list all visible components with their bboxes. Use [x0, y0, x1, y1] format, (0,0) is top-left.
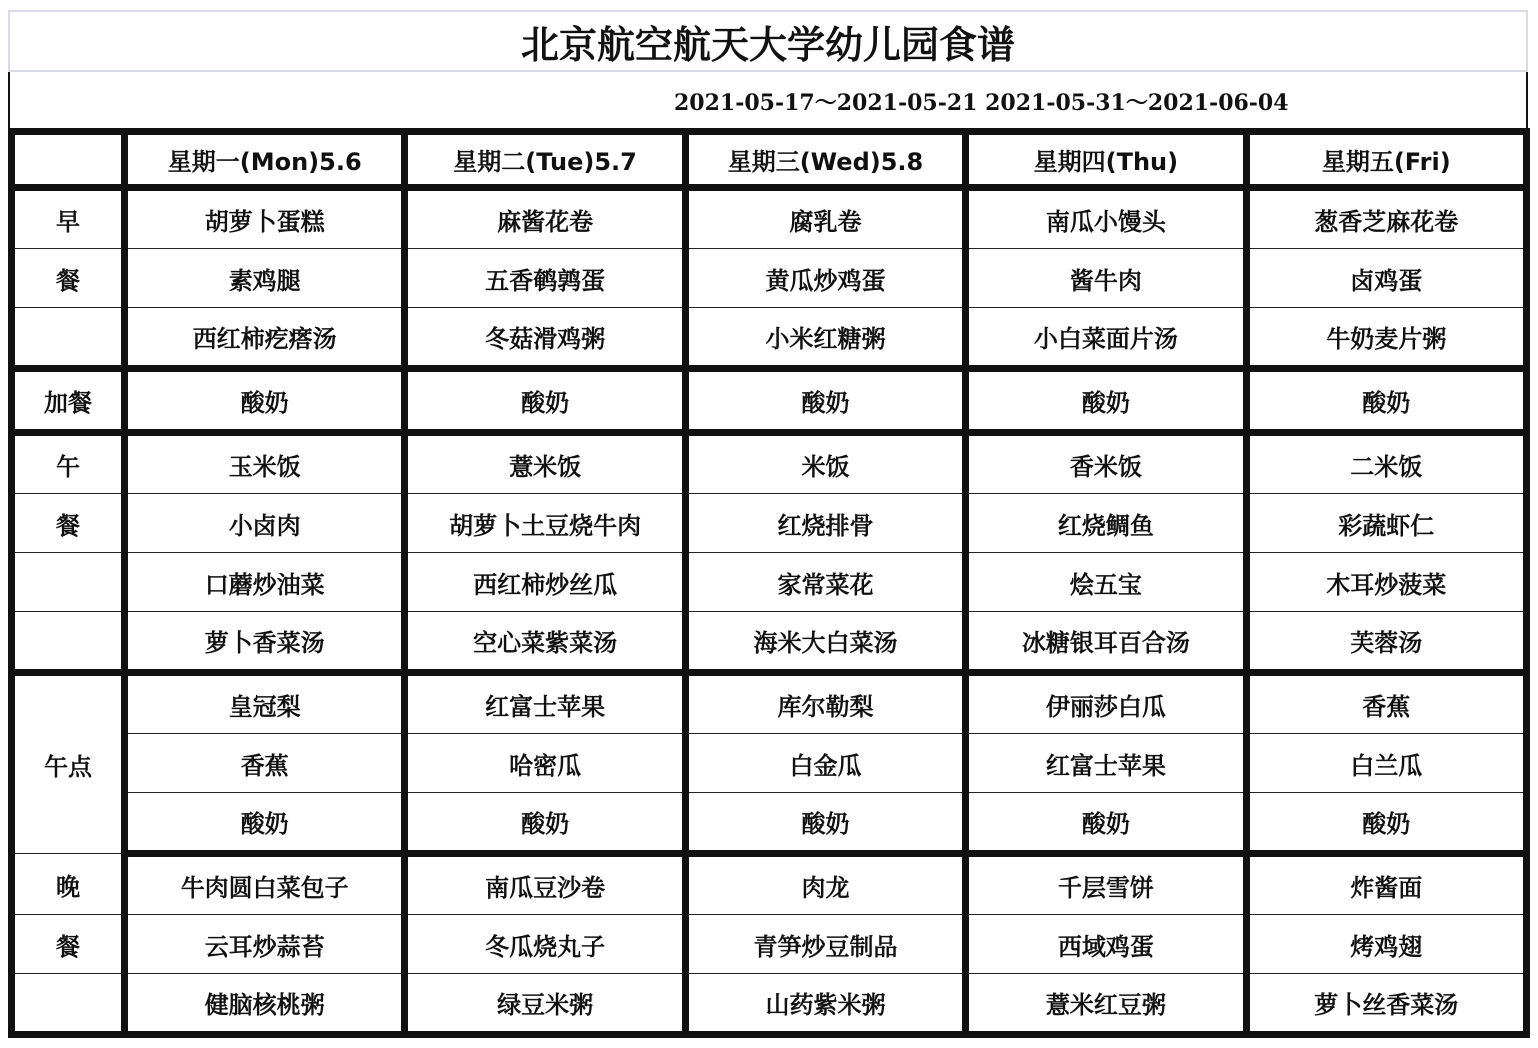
day-header: 星期四(Thu) — [966, 132, 1246, 188]
afternoon-row — [12, 793, 1527, 854]
menu-cell: 红富士苹果 — [966, 734, 1246, 793]
menu-cell: 空心菜紫菜汤 — [405, 612, 685, 673]
day-header: 星期二(Tue)5.7 — [405, 132, 685, 188]
meal-label: 午点 — [12, 673, 125, 854]
menu-cell: 牛肉圆白菜包子 — [125, 854, 405, 915]
menu-cell: 二米饭 — [1246, 433, 1526, 494]
menu-cell: 冰糖银耳百合汤 — [966, 612, 1246, 673]
menu-cell: 烤鸡翅 — [1246, 915, 1526, 974]
menu-cell: 香米饭 — [966, 433, 1246, 494]
day-header: 星期五(Fri) — [1246, 132, 1526, 188]
dinner-row — [12, 854, 1527, 915]
menu-cell: 酸奶 — [966, 369, 1246, 433]
menu-cell: 炸酱面 — [1246, 854, 1526, 915]
afternoon-row — [12, 734, 1527, 793]
menu-cell: 胡萝卜土豆烧牛肉 — [405, 494, 685, 553]
menu-cell: 西红柿炒丝瓜 — [405, 553, 685, 612]
menu-cell: 牛奶麦片粥 — [1246, 308, 1526, 369]
day-header: 星期三(Wed)5.8 — [685, 132, 965, 188]
menu-cell: 健脑核桃粥 — [125, 974, 405, 1035]
menu-cell: 千层雪饼 — [966, 854, 1246, 915]
menu-cell: 口蘑炒油菜 — [125, 553, 405, 612]
menu-cell: 五香鹌鹑蛋 — [405, 249, 685, 308]
menu-cell: 山药紫米粥 — [685, 974, 965, 1035]
menu-cell: 薏米红豆粥 — [966, 974, 1246, 1035]
menu-cell: 萝卜香菜汤 — [125, 612, 405, 673]
menu-cell: 酸奶 — [125, 793, 405, 854]
menu-cell: 西域鸡蛋 — [966, 915, 1246, 974]
menu-cell: 云耳炒蒜苔 — [125, 915, 405, 974]
menu-cell: 海米大白菜汤 — [685, 612, 965, 673]
menu-cell: 青笋炒豆制品 — [685, 915, 965, 974]
lunch-row — [12, 433, 1527, 494]
menu-cell: 素鸡腿 — [125, 249, 405, 308]
menu-cell: 芙蓉汤 — [1246, 612, 1526, 673]
menu-cell: 哈密瓜 — [405, 734, 685, 793]
page-title: 北京航空航天大学幼儿园食谱 — [520, 21, 1015, 67]
menu-cell: 家常菜花 — [685, 553, 965, 612]
menu-cell: 红烧排骨 — [685, 494, 965, 553]
menu-cell: 酸奶 — [966, 793, 1246, 854]
menu-cell: 腐乳卷 — [685, 188, 965, 249]
date-range-box — [8, 72, 1528, 128]
menu-cell: 酸奶 — [125, 369, 405, 433]
breakfast-row — [12, 249, 1527, 308]
menu-cell: 红烧鲷鱼 — [966, 494, 1246, 553]
menu-cell: 香蕉 — [1246, 673, 1526, 734]
menu-cell: 木耳炒菠菜 — [1246, 553, 1526, 612]
meal-label — [12, 553, 125, 612]
breakfast-row — [12, 188, 1527, 249]
menu-title-box — [8, 10, 1528, 72]
menu-cell: 伊丽莎白瓜 — [966, 673, 1246, 734]
meal-label — [12, 612, 125, 673]
menu-cell: 酸奶 — [405, 793, 685, 854]
meal-label: 加餐 — [12, 369, 125, 433]
menu-cell: 西红柿疙瘩汤 — [125, 308, 405, 369]
menu-cell: 红富士苹果 — [405, 673, 685, 734]
dinner-row — [12, 915, 1527, 974]
menu-cell: 米饭 — [685, 433, 965, 494]
menu-cell: 彩蔬虾仁 — [1246, 494, 1526, 553]
menu-cell: 香蕉 — [125, 734, 405, 793]
menu-table — [8, 128, 1530, 1038]
menu-cell: 南瓜小馒头 — [966, 188, 1246, 249]
meal-label: 餐 — [12, 494, 125, 553]
meal-label: 午 — [12, 433, 125, 494]
date-range: 2021-05-17～2021-05-21 2021-05-31～2021-06-04 — [674, 90, 1289, 116]
menu-cell: 冬菇滑鸡粥 — [405, 308, 685, 369]
menu-cell: 小卤肉 — [125, 494, 405, 553]
menu-cell: 酸奶 — [1246, 369, 1526, 433]
corner-cell — [12, 132, 125, 188]
menu-cell: 萝卜丝香菜汤 — [1246, 974, 1526, 1035]
menu-cell: 麻酱花卷 — [405, 188, 685, 249]
menu-cell: 胡萝卜蛋糕 — [125, 188, 405, 249]
menu-cell: 葱香芝麻花卷 — [1246, 188, 1526, 249]
lunch-row — [12, 612, 1527, 673]
afternoon-row — [12, 673, 1527, 734]
lunch-row — [12, 553, 1527, 612]
meal-label: 餐 — [12, 249, 125, 308]
menu-cell: 冬瓜烧丸子 — [405, 915, 685, 974]
menu-cell: 酸奶 — [405, 369, 685, 433]
menu-cell: 白兰瓜 — [1246, 734, 1526, 793]
menu-cell: 酸奶 — [685, 369, 965, 433]
menu-cell: 肉龙 — [685, 854, 965, 915]
menu-cell: 库尔勒梨 — [685, 673, 965, 734]
menu-cell: 酸奶 — [685, 793, 965, 854]
menu-cell: 薏米饭 — [405, 433, 685, 494]
lunch-row — [12, 494, 1527, 553]
menu-cell: 玉米饭 — [125, 433, 405, 494]
meal-label — [12, 308, 125, 369]
meal-label: 早 — [12, 188, 125, 249]
day-header: 星期一(Mon)5.6 — [125, 132, 405, 188]
menu-cell: 酸奶 — [1246, 793, 1526, 854]
menu-cell: 白金瓜 — [685, 734, 965, 793]
meal-label — [12, 974, 125, 1035]
meal-label: 晚 — [12, 854, 125, 915]
menu-cell: 南瓜豆沙卷 — [405, 854, 685, 915]
breakfast-row — [12, 308, 1527, 369]
menu-cell: 皇冠梨 — [125, 673, 405, 734]
menu-cell: 酱牛肉 — [966, 249, 1246, 308]
header-row — [12, 132, 1527, 188]
dinner-row — [12, 974, 1527, 1035]
menu-cell: 绿豆米粥 — [405, 974, 685, 1035]
snack-row — [12, 369, 1527, 433]
menu-cell: 小米红糖粥 — [685, 308, 965, 369]
menu-cell: 小白菜面片汤 — [966, 308, 1246, 369]
menu-cell: 烩五宝 — [966, 553, 1246, 612]
menu-cell: 卤鸡蛋 — [1246, 249, 1526, 308]
menu-cell: 黄瓜炒鸡蛋 — [685, 249, 965, 308]
meal-label: 餐 — [12, 915, 125, 974]
